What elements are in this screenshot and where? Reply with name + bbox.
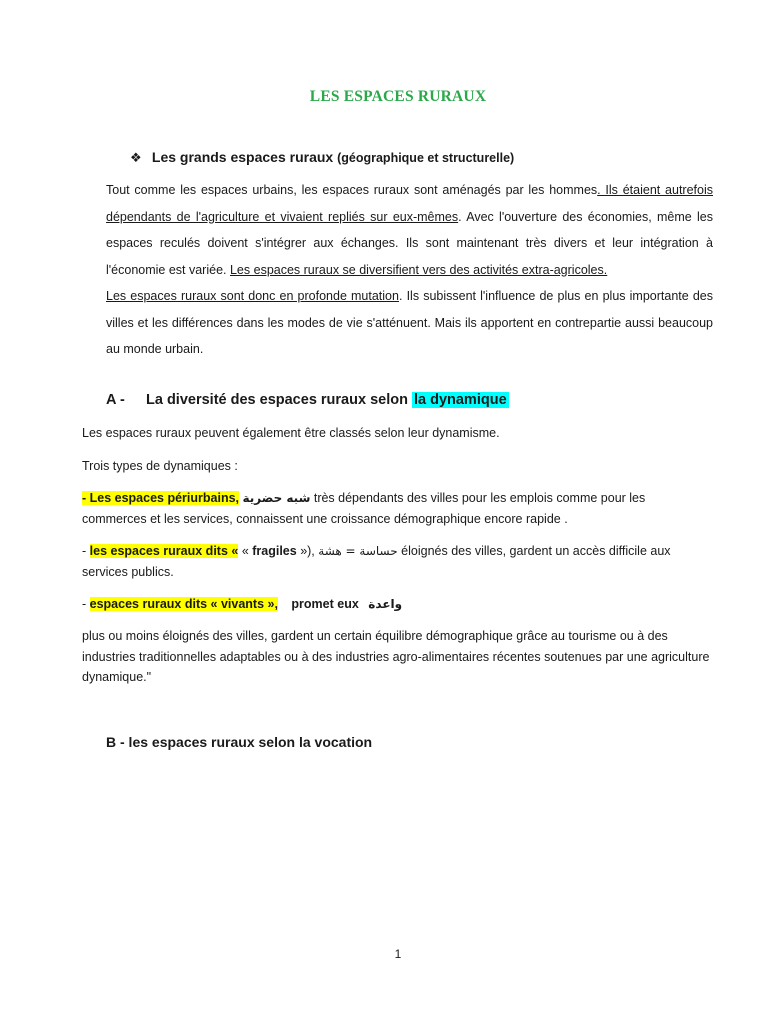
- page-number: 1: [394, 947, 402, 961]
- item2-mid1: «: [238, 544, 253, 558]
- p2-seg-0: Les espaces ruraux sont donc en profonde mutation: [106, 289, 399, 303]
- item3-highlight: espaces ruraux dits « vivants »,: [89, 597, 278, 611]
- item3-description: plus ou moins éloignés des villes, gardent un certain équilibre démographique grâce au tourisme ou à des industries traditionnelles adaptables ou à des industries agro-alimentaires récentes soutenues par une agriculture dynamique.": [82, 629, 710, 684]
- page-title: LES ESPACES RURAUX: [309, 88, 487, 105]
- p1-seg-3: Les espaces ruraux se diversifient vers des activités extra-agricoles.: [229, 262, 608, 277]
- item2-highlight: les espaces ruraux dits «: [89, 544, 239, 558]
- heading-a-highlight: la dynamique: [413, 392, 507, 408]
- heading-a-text: La diversité des espaces ruraux selon: [146, 392, 412, 408]
- section-heading-grands-espaces: [130, 149, 514, 166]
- item2-prefix: -: [82, 544, 90, 558]
- diamond-bullet-icon: ❖: [130, 150, 142, 165]
- section-a-intro: Les espaces ruraux peuvent également être classés selon leur dynamisme.: [82, 426, 500, 440]
- item3-arabic: واعدة: [368, 597, 403, 611]
- item-periurbains: [82, 488, 712, 529]
- item1-highlight: - Les espaces périurbains,: [82, 491, 240, 505]
- item1-text: très dépendants des villes pour les emplois comme pour les commerces et les services, connaissent une croissance démographique encore rapide .: [82, 491, 646, 526]
- item2-arabic: حساسة = هشة: [318, 544, 398, 558]
- paragraph-1: [106, 177, 713, 283]
- types-label: Trois types de dynamiques :: [82, 459, 238, 473]
- p1-seg-1: . Ils étaient autrefois dépendants de l'agriculture et vivaient repliés sur eux-mêmes: [106, 183, 713, 224]
- item3-prefix: -: [82, 597, 90, 611]
- item2-text: éloignés des villes, gardent un accès difficile aux services publics.: [82, 544, 671, 579]
- item1-arabic: شبه حضرية: [242, 491, 311, 505]
- item-fragiles: [82, 541, 712, 582]
- item2-mid2: »),: [296, 544, 319, 558]
- section-heading-b: B - les espaces ruraux selon la vocation: [106, 734, 373, 750]
- p1-seg-2: . Avec l'ouverture des économies, même les espaces reculés doivent s'intégrer aux échanges. Ils sont maintenant très divers et leur intégration à l'économie est variée.: [106, 209, 713, 277]
- p1-seg-0: Tout comme les espaces urbains, les espaces ruraux sont aménagés par les hommes: [106, 183, 598, 197]
- item-vivants: [82, 594, 712, 615]
- heading-subtitle: (géographique et structurelle): [337, 151, 515, 165]
- section-heading-a: [106, 392, 509, 408]
- p2-seg-1: . Ils subissent l'influence de plus en plus importante des villes et les différences dans les modes de vie s'atténuent. Mais ils apportent en contrepartie aussi beaucoup au monde urbain.: [106, 289, 713, 356]
- item3-bold: promet eux: [291, 597, 359, 611]
- intro-paragraphs: [106, 177, 713, 363]
- item2-bold: fragiles: [252, 544, 297, 558]
- heading-text: Les grands espaces ruraux: [151, 149, 334, 165]
- paragraph-2: [106, 283, 713, 363]
- section-letter-a: A -: [106, 392, 125, 408]
